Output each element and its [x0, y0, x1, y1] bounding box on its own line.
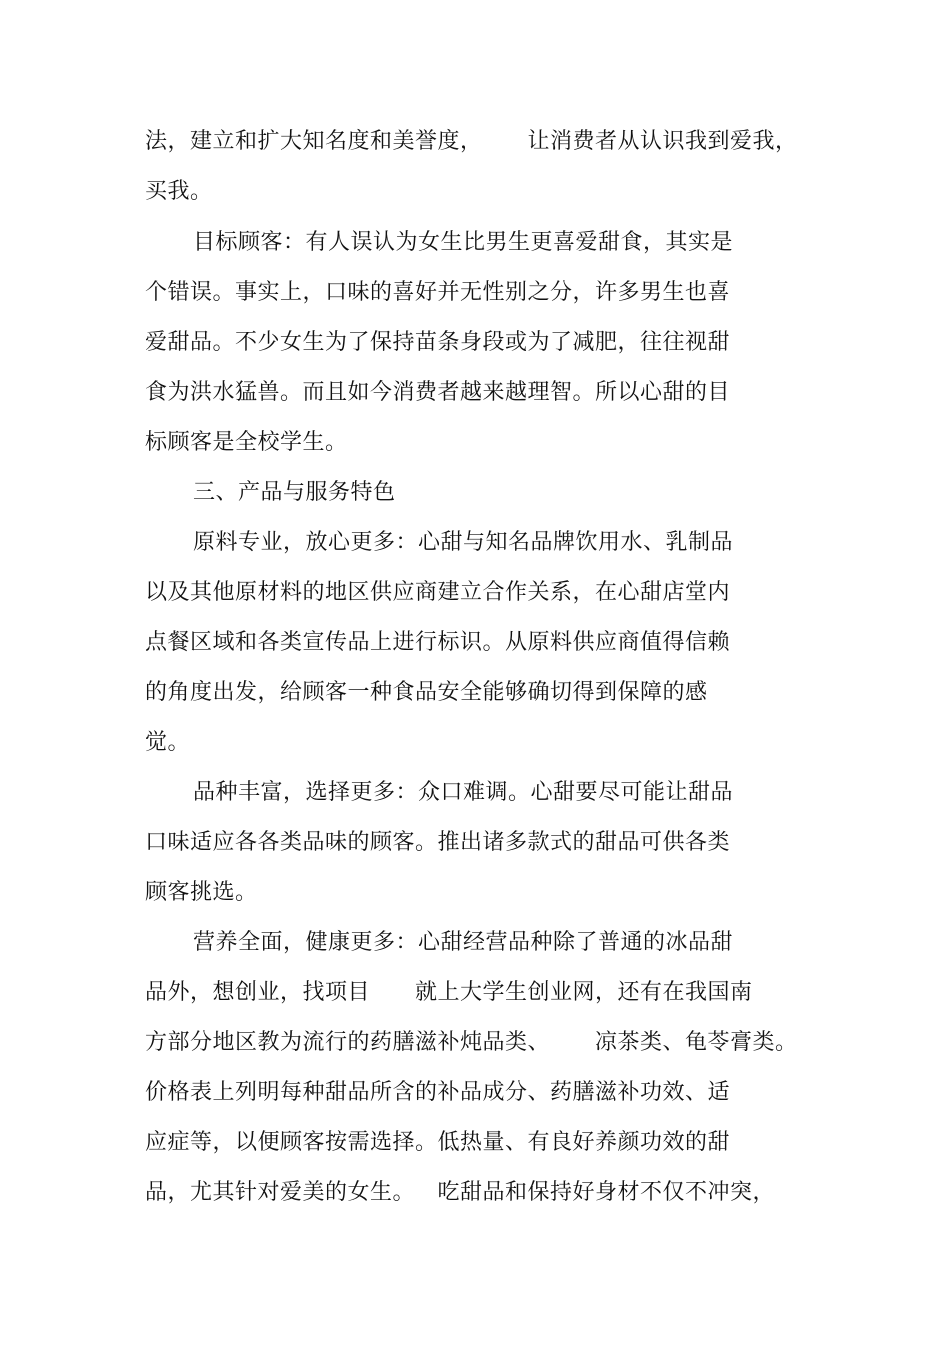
text-line: 营养全面，健康更多：心甜经营品种除了普通的冰品甜 — [193, 930, 734, 955]
text-line: 品，尤其针对爱美的女生。 吃甜品和保持好身材不仅不冲突， — [145, 1180, 775, 1205]
text-line: 目标顾客：有人误认为女生比男生更喜爱甜食，其实是 — [193, 230, 734, 255]
text-line: 顾客挑选。 — [145, 880, 258, 905]
text-line: 以及其他原材料的地区供应商建立合作关系，在心甜店堂内 — [145, 580, 731, 605]
text-line: 口味适应各各类品味的顾客。推出诸多款式的甜品可供各类 — [145, 830, 731, 855]
text-line: 的角度出发，给顾客一种食品安全能够确切得到保障的感 — [145, 680, 708, 705]
text-line: 觉。 — [145, 730, 191, 755]
text-line: 应症等，以便顾客按需选择。低热量、有良好养颜功效的甜 — [145, 1130, 731, 1155]
text-line: 品外，想创业，找项目 就上大学生创业网，还有在我国南 — [145, 980, 753, 1005]
text-line: 点餐区域和各类宣传品上进行标识。从原料供应商值得信赖 — [145, 630, 731, 655]
text-line: 食为洪水猛兽。而且如今消费者越来越理智。所以心甜的目 — [145, 380, 731, 405]
section-heading: 三、产品与服务特色 — [193, 480, 396, 505]
text-line: 爱甜品。不少女生为了保持苗条身段或为了减肥，往往视甜 — [145, 330, 731, 355]
text-line: 法，建立和扩大知名度和美誉度， 让消费者从认识我到爱我， — [145, 129, 798, 154]
text-line: 方部分地区教为流行的药膳滋补炖品类、 凉茶类、龟苓膏类。 — [145, 1030, 798, 1055]
text-line: 买我。 — [145, 179, 213, 204]
text-line: 标顾客是全校学生。 — [145, 430, 348, 455]
text-line: 价格表上列明每种甜品所含的补品成分、药膳滋补功效、适 — [145, 1080, 731, 1105]
text-line: 原料专业，放心更多：心甜与知名品牌饮用水、乳制品 — [193, 530, 734, 555]
text-line: 品种丰富，选择更多：众口难调。心甜要尽可能让甜品 — [193, 780, 734, 805]
text-line: 个错误。事实上，口味的喜好并无性别之分，许多男生也喜 — [145, 280, 731, 305]
